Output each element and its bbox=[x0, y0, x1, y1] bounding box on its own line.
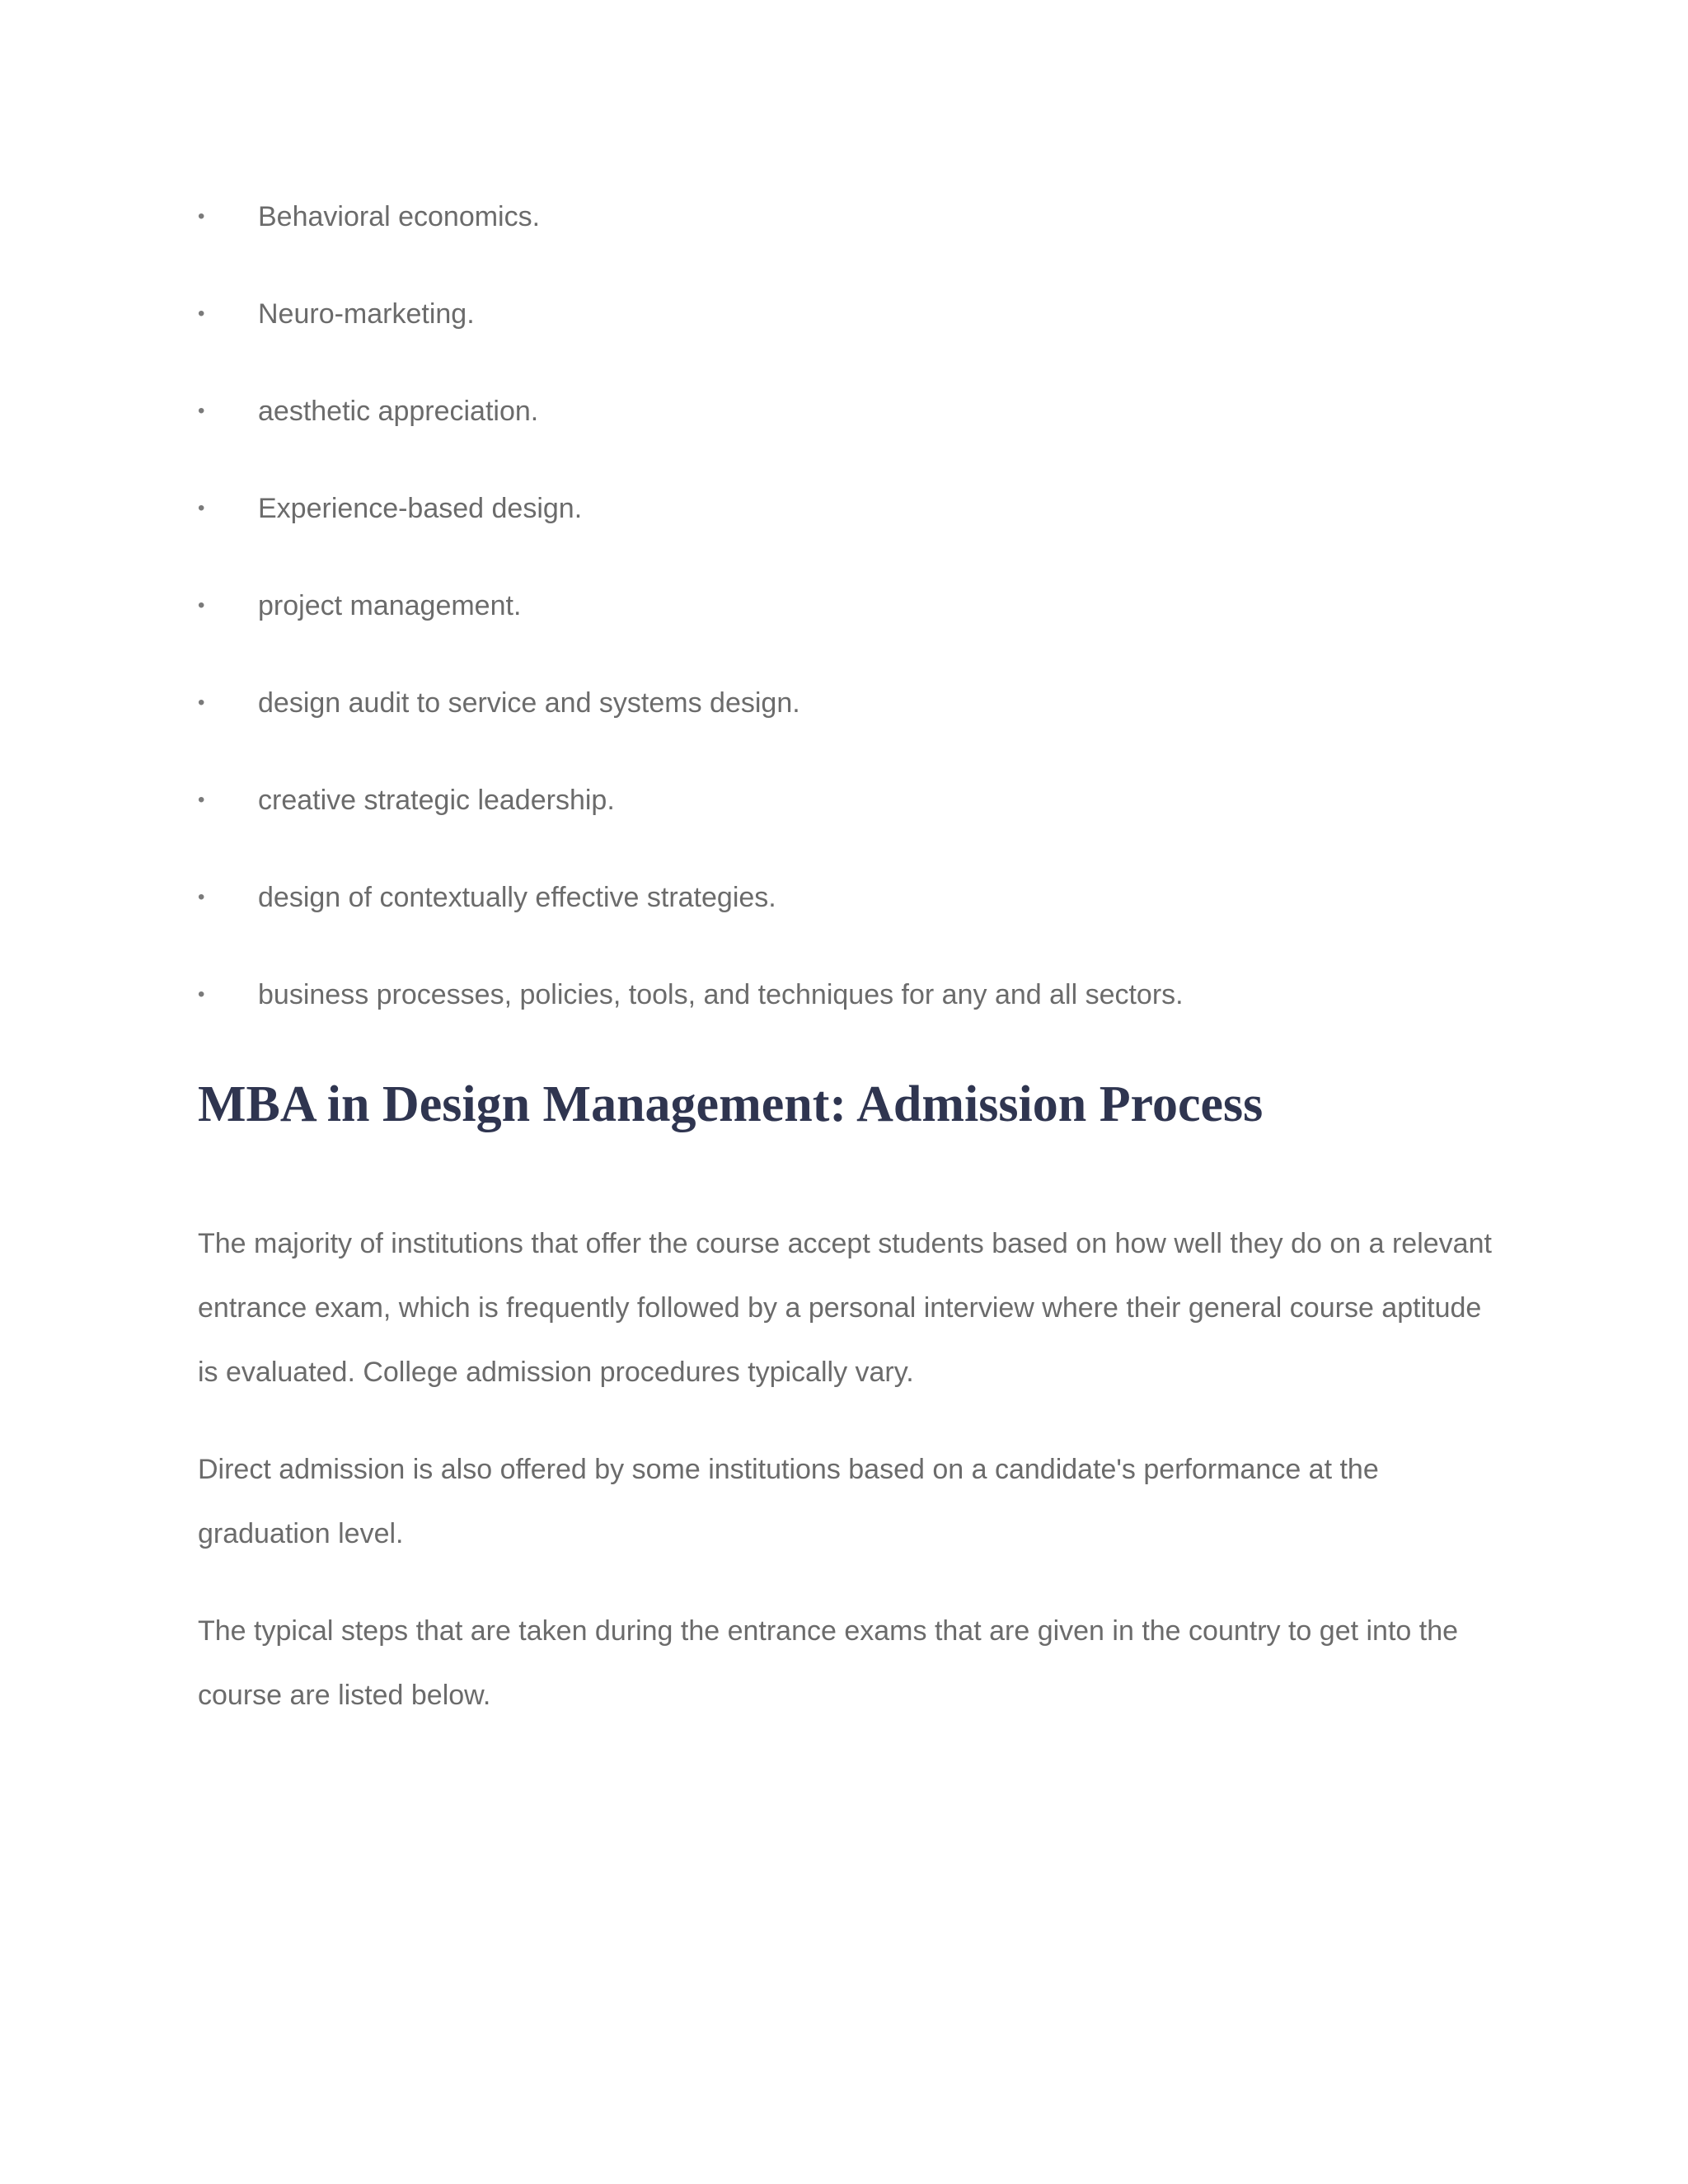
paragraph-direct-admission: Direct admission is also offered by some institutions based on a candidate's performance at the graduation level. bbox=[198, 1454, 1379, 1549]
list-item-text: creative strategic leadership. bbox=[258, 785, 615, 816]
bullet-icon: • bbox=[198, 400, 205, 422]
bullet-icon: • bbox=[198, 205, 205, 227]
bullet-icon: • bbox=[198, 789, 205, 811]
bullet-icon: • bbox=[198, 886, 205, 908]
list-item-text: business processes, policies, tools, and techniques for any and all sectors. bbox=[258, 979, 1184, 1010]
list-item-text: project management. bbox=[258, 590, 522, 621]
paragraph-admission-exam: The majority of institutions that offer the course accept students based on how well they do on a relevant entrance exam, which is frequently followed by a personal interview where their general course aptitude is evaluated. College admission procedures typically vary. bbox=[198, 1228, 1492, 1388]
section-heading: MBA in Design Management: Admission Process bbox=[198, 1076, 1264, 1132]
bullet-icon: • bbox=[198, 691, 205, 714]
list-item-text: aesthetic appreciation. bbox=[258, 396, 539, 427]
list-item-text: design audit to service and systems design. bbox=[258, 687, 800, 719]
bullet-icon: • bbox=[198, 983, 205, 1005]
bullet-icon: • bbox=[198, 594, 205, 616]
paragraph-entrance-steps: The typical steps that are taken during the entrance exams that are given in the country to get into the course are listed below. bbox=[198, 1615, 1459, 1711]
list-item-text: design of contextually effective strategies. bbox=[258, 882, 776, 913]
bullet-icon: • bbox=[198, 497, 205, 519]
list-item-text: Experience-based design. bbox=[258, 493, 583, 524]
list-item-text: Behavioral economics. bbox=[258, 201, 541, 232]
list-item-text: Neuro-marketing. bbox=[258, 298, 475, 330]
bullet-icon: • bbox=[198, 302, 205, 325]
